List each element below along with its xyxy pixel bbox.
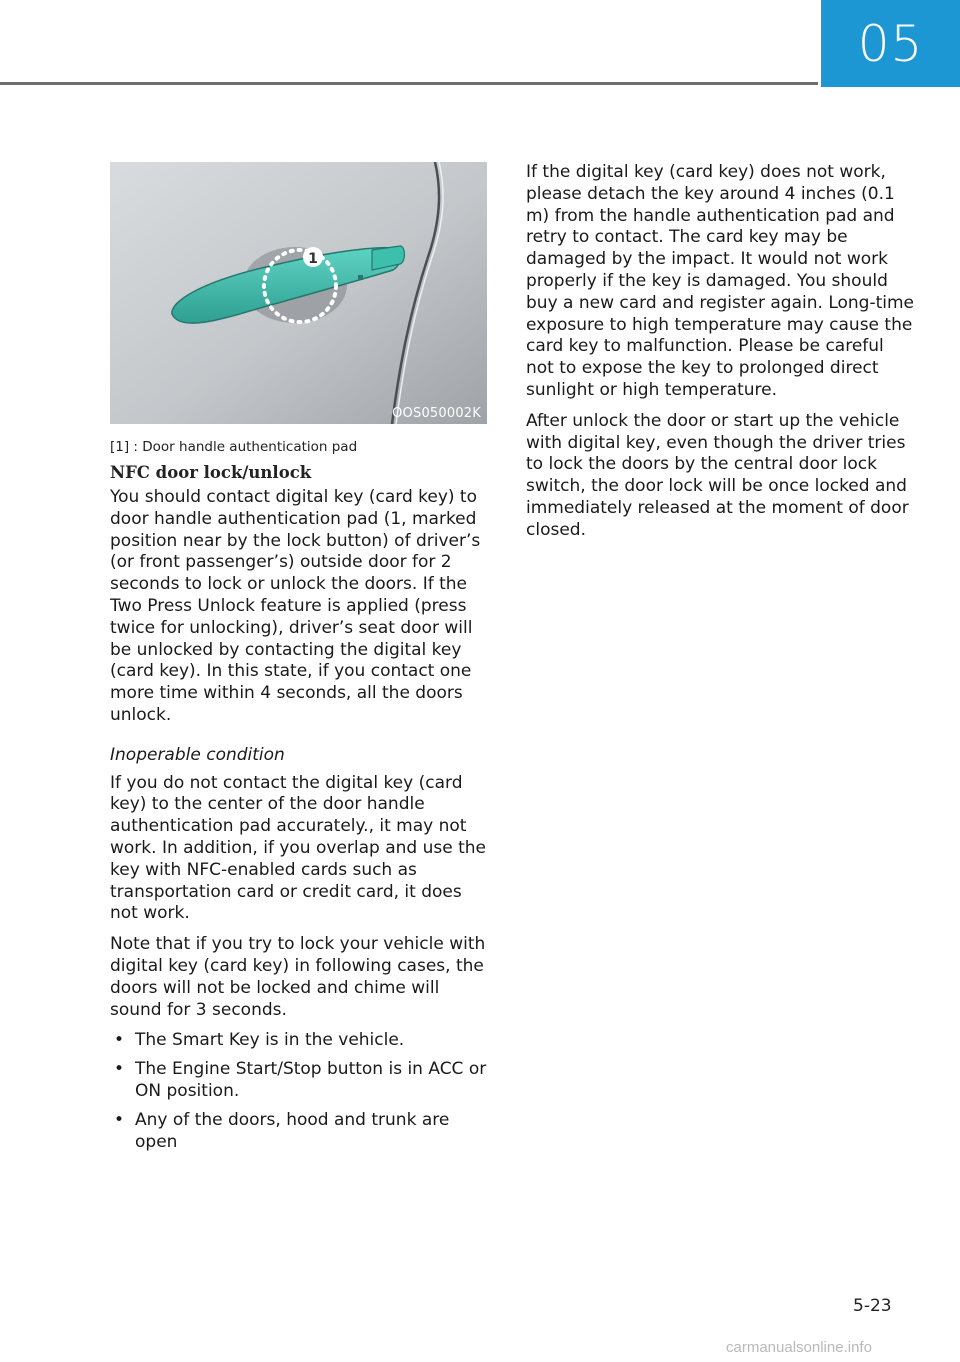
- section-title: NFC door lock/unlock: [110, 463, 312, 482]
- paragraph-after-unlock: After unlock the door or start up the vehicle with digital key, even though the driver tries to lock the doors by the central door lock switch, the door lock will be once locked and immediately released at the moment of door closed.: [526, 410, 909, 540]
- bullet-icon: •: [114, 1059, 125, 1080]
- left-column: [110, 162, 490, 1160]
- marker-label: 1: [308, 251, 318, 267]
- page-number: 5-23: [853, 1296, 892, 1316]
- bullet-icon: •: [114, 1030, 125, 1051]
- list-item-text: Any of the doors, hood and trunk are open: [135, 1109, 450, 1152]
- paragraph-nfc: You should contact digital key (card key) to door handle authentication pad (1, marked position near by the lock button) of driver’s (or front passenger’s) outside door for 2 seconds to lock or unlock the doors. If the Two Press Unlock feature is applied (press twice for unlocking), driver’s seat door will be unlocked by contacting the digital key (card key). In this state, if you contact one more time within 4 seconds, all the doors unlock.: [110, 487, 481, 725]
- bullet-icon: •: [114, 1109, 125, 1130]
- figure-caption: [1] : Door handle authentication pad: [110, 439, 358, 455]
- list-item: [110, 1110, 490, 1154]
- door-handle-figure: [110, 162, 487, 424]
- chapter-tab: 05: [821, 0, 960, 87]
- list-item-text: The Smart Key is in the vehicle.: [135, 1030, 405, 1051]
- list-item-text: The Engine Start/Stop button is in ACC or ON position.: [135, 1059, 487, 1101]
- right-column: [526, 162, 916, 551]
- header-rule: [0, 82, 818, 85]
- paragraph-note: Note that if you try to lock your vehicle with digital key (card key) in following cases, the doors will not be locked and chime will sound for 3 seconds.: [110, 934, 486, 1020]
- list-item: [110, 1059, 490, 1103]
- figure-code: OOS050002K: [392, 406, 481, 421]
- paragraph-detach: If the digital key (card key) does not work, please detach the key around 4 inches (0.1 m) from the handle authentication pad and retry to contact. The card key may be damaged by the impact. It would not work properly if the key is damaged. You should buy a new card and register again. Long-time exposure to high temperature may cause the card key to malfunction. Please be careful not to expose the key to prolonged direct sunlight or high temperature.: [526, 162, 915, 400]
- paragraph-inoperable: If you do not contact the digital key (card key) to the center of the door handle authentication pad accurately., it may not work. In addition, if you overlap and use the key with NFC-enabled cards such as transportation card or credit card, it does not work.: [110, 772, 487, 924]
- door-handle-illustration: [110, 162, 487, 424]
- watermark: carmanualsonline.info: [726, 1339, 872, 1356]
- condition-list: [110, 1030, 490, 1153]
- list-item: [110, 1030, 490, 1052]
- subheading-inoperable: Inoperable condition: [110, 744, 285, 765]
